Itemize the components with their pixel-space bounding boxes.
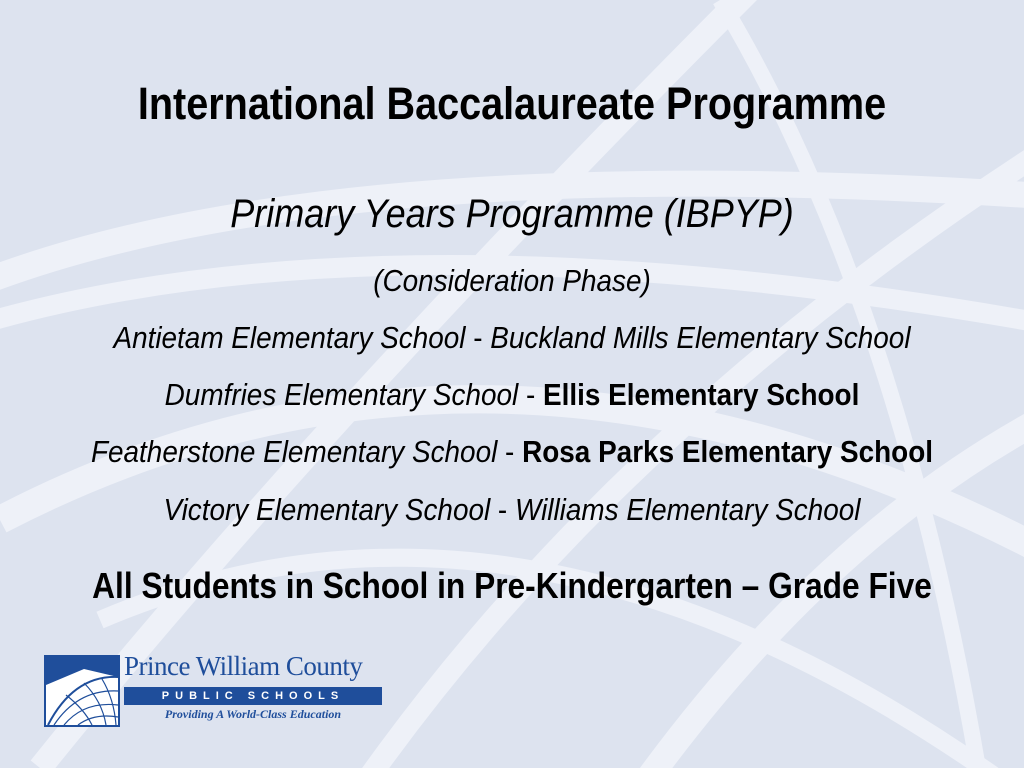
school-name-highlighted: Rosa Parks Elementary School xyxy=(522,434,934,469)
logo-district-name: Prince William County xyxy=(124,651,363,681)
phase-label: (Consideration Phase) xyxy=(373,263,651,298)
school-name: Antietam Elementary School xyxy=(113,320,466,355)
school-name: Williams Elementary School xyxy=(514,492,861,527)
school-name: Featherstone Elementary School xyxy=(90,434,498,469)
school-line-2 xyxy=(51,377,973,413)
school-name: Buckland Mills Elementary School xyxy=(490,320,911,355)
separator: - xyxy=(490,492,515,527)
globe-roof-icon xyxy=(44,655,120,727)
logo-tagline: Providing A World-Class Education xyxy=(164,707,342,721)
separator: - xyxy=(518,377,544,412)
school-name: Victory Elementary School xyxy=(163,492,491,527)
school-line-1 xyxy=(51,320,973,356)
separator: - xyxy=(465,320,491,355)
grade-range-statement: All Students in School in Pre-Kindergarten – Grade Five xyxy=(92,565,932,606)
pwcs-logo xyxy=(44,651,384,727)
school-line-3 xyxy=(51,434,973,470)
slide-subtitle: Primary Years Programme (IBPYP) xyxy=(230,192,794,236)
logo-band: PUBLIC SCHOOLS xyxy=(124,687,382,705)
separator: - xyxy=(497,434,523,469)
school-name: Dumfries Elementary School xyxy=(164,377,519,412)
slide-title: International Baccalaureate Programme xyxy=(137,78,887,129)
school-line-4 xyxy=(51,492,973,528)
school-name-highlighted: Ellis Elementary School xyxy=(543,377,860,412)
